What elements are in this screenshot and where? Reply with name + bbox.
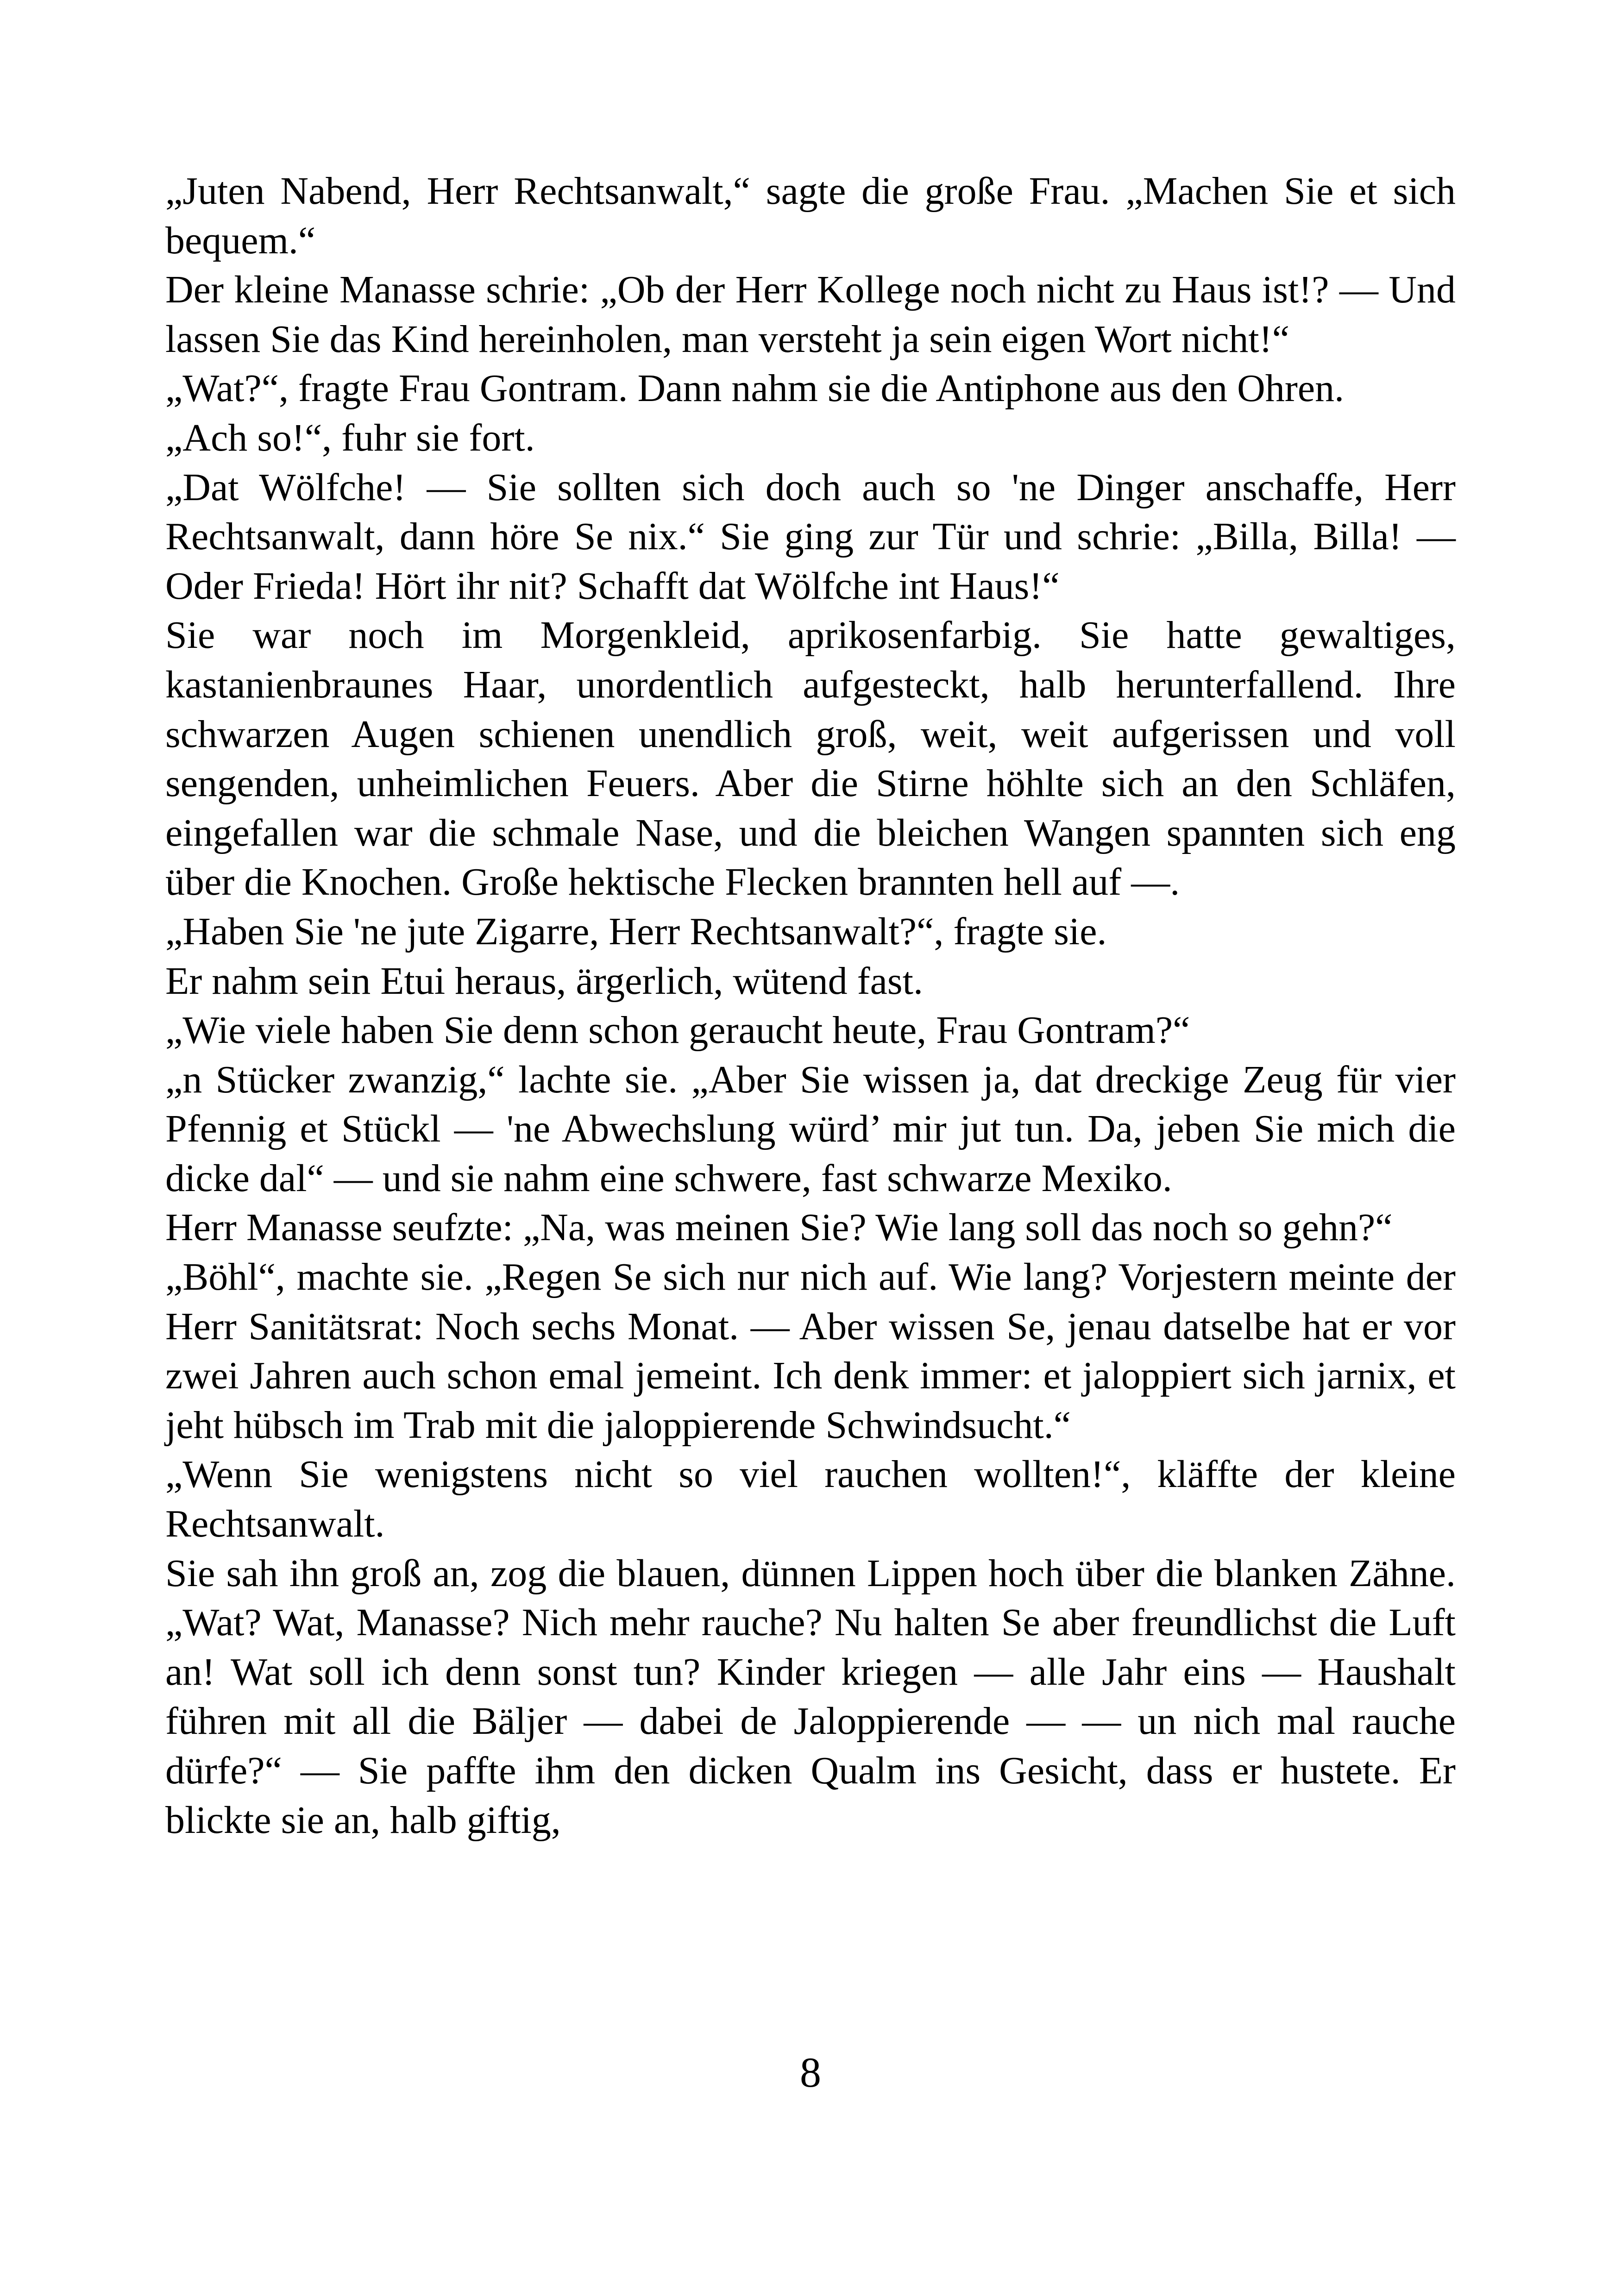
page-number: 8: [800, 2049, 821, 2096]
paragraph-7: „Haben Sie 'ne jute Zigarre, Herr Rechtsanwalt?“, fragte sie.: [165, 910, 1107, 953]
paragraph-3: „Wat?“, fragte Frau Gontram. Dann nahm sie die Antiphone aus den Ohren.: [165, 367, 1345, 410]
paragraph-12: „Böhl“, machte sie. „Regen Se sich nur nich auf. Wie lang? Vorjestern meinte der Herr Sanitätsrat: Noch sechs Monat. — Aber wissen Se, jenau datselbe hat er vor zwei Jahren auch schon emal jemeint. Ich denk immer: et jaloppiert sich jarnix, et jeht hübsch im Trab mit die jaloppierende Schwindsucht.“: [165, 1255, 1456, 1447]
paragraph-8: Er nahm sein Etui heraus, ärgerlich, wütend fast.: [165, 959, 923, 1003]
paragraph-14: Sie sah ihn groß an, zog die blauen, dünnen Lippen hoch über die blanken Zähne. „Wat? Wat, Manasse? Nich mehr rauche? Nu halten Se aber freundlichst die Luft an! Wat soll ich denn sonst tun? Kinder kriegen — alle Jahr eins — Haushalt führen mit all die Bäljer — dabei de Jaloppierende — — un nich mal rauche dürfe?“ — Sie paffte ihm den dicken Qualm ins Gesicht, dass er hustete. Er blickte sie an, halb giftig,: [165, 1551, 1456, 1842]
paragraph-13: „Wenn Sie wenigstens nicht so viel rauchen wollten!“, kläffte der kleine Rechtsanwalt.: [165, 1453, 1456, 1546]
paragraph-10: „n Stücker zwanzig,“ lachte sie. „Aber Sie wissen ja, dat dreckige Zeug für vier Pfennig et Stückl — 'ne Abwechslung würd’ mir jut tun. Da, jeben Sie mich die dicke dal“ — und sie nahm eine schwere, fast schwarze Mexiko.: [165, 1058, 1456, 1200]
paragraph-6: Sie war noch im Morgenkleid, aprikosenfarbig. Sie hatte gewaltiges, kastanienbraunes Haar, unordentlich aufgesteckt, halb herunterfallend. Ihre schwarzen Augen schienen unendlich groß, weit, weit aufgerissen und voll sengenden, unheimlichen Feuers. Aber die Stirne höhlte sich an den Schläfen, eingefallen war die schmale Nase, und die bleichen Wangen spannten sich eng über die Knochen. Große hektische Flecken brannten hell auf —.: [165, 614, 1456, 904]
paragraph-2: Der kleine Manasse schrie: „Ob der Herr Kollege noch nicht zu Haus ist!? — Und lassen Sie das Kind hereinholen, man versteht ja sein eigen Wort nicht!“: [165, 268, 1456, 361]
page-body-text: [165, 167, 1456, 1845]
paragraph-9: „Wie viele haben Sie denn schon geraucht heute, Frau Gontram?“: [165, 1009, 1190, 1052]
paragraph-1: „Juten Nabend, Herr Rechtsanwalt,“ sagte die große Frau. „Machen Sie et sich bequem.“: [165, 169, 1456, 262]
paragraph-4: „Ach so!“, fuhr sie fort.: [165, 416, 535, 459]
paragraph-5: „Dat Wölfche! — Sie sollten sich doch auch so 'ne Dinger anschaffe, Herr Rechtsanwalt, dann höre Se nix.“ Sie ging zur Tür und schrie: „Billa, Billa! — Oder Frieda! Hört ihr nit? Schafft dat Wölfche int Haus!“: [165, 465, 1456, 608]
paragraph-11: Herr Manasse seufzte: „Na, was meinen Sie? Wie lang soll das noch so gehn?“: [165, 1206, 1393, 1249]
